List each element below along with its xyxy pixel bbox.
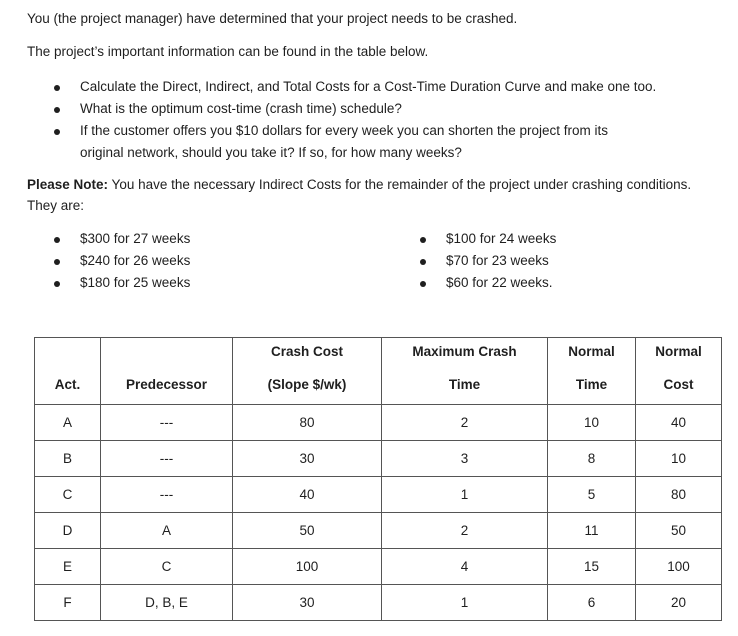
cell-max-crash-time: 4 bbox=[382, 549, 548, 585]
cell-act: C bbox=[35, 477, 101, 513]
cell-act: E bbox=[35, 549, 101, 585]
cell-crash-cost: 50 bbox=[233, 513, 382, 549]
cell-predecessor: C bbox=[101, 549, 233, 585]
cell-crash-cost: 30 bbox=[233, 585, 382, 621]
cell-normal-time: 11 bbox=[548, 513, 636, 549]
header-predecessor bbox=[101, 338, 233, 405]
cell-normal-time: 10 bbox=[548, 405, 636, 441]
cell-crash-cost: 80 bbox=[233, 405, 382, 441]
header-line1: Normal bbox=[655, 344, 702, 359]
header-line2: (Slope $/wk) bbox=[267, 377, 347, 392]
header-crash-cost bbox=[233, 338, 382, 405]
header-line1: Maximum Crash bbox=[412, 344, 517, 359]
activity-table bbox=[34, 337, 722, 621]
indirect-cost-item: $100 for 24 weeks bbox=[420, 228, 556, 250]
task-text: Calculate the Direct, Indirect, and Total Costs for a Cost-Time Duration Curve and make one too. bbox=[80, 79, 657, 94]
cell-normal-cost: 20 bbox=[636, 585, 722, 621]
task-item bbox=[54, 98, 656, 120]
header-line2: Predecessor bbox=[125, 377, 208, 392]
table-row bbox=[35, 441, 722, 477]
indirect-cost-item: $240 for 26 weeks bbox=[54, 250, 190, 272]
header-line2: Cost bbox=[663, 377, 694, 392]
table-row bbox=[35, 477, 722, 513]
header-max-crash-time bbox=[382, 338, 548, 405]
cell-act: D bbox=[35, 513, 101, 549]
cell-predecessor: --- bbox=[101, 405, 233, 441]
cell-max-crash-time: 1 bbox=[382, 585, 548, 621]
header-line2: Act. bbox=[54, 377, 81, 392]
indirect-cost-list-left bbox=[54, 228, 190, 294]
header-line2: Time bbox=[448, 377, 481, 392]
please-note bbox=[27, 174, 717, 216]
note-label: Please Note bbox=[27, 177, 104, 192]
intro-line-2: The project’s important information can be found in the table below. bbox=[27, 44, 429, 59]
cell-normal-cost: 50 bbox=[636, 513, 722, 549]
indirect-cost-item: $70 for 23 weeks bbox=[420, 250, 556, 272]
task-item bbox=[54, 76, 656, 98]
cell-max-crash-time: 3 bbox=[382, 441, 548, 477]
cell-normal-cost: 80 bbox=[636, 477, 722, 513]
cell-predecessor: D, B, E bbox=[101, 585, 233, 621]
header-act bbox=[35, 338, 101, 405]
cell-max-crash-time: 1 bbox=[382, 477, 548, 513]
task-item bbox=[54, 120, 656, 164]
note-text: You have the necessary Indirect Costs for the remainder of the project under crashing conditions. They are: bbox=[27, 177, 692, 213]
table-row bbox=[35, 549, 722, 585]
header-line2: Time bbox=[575, 377, 608, 392]
cell-max-crash-time: 2 bbox=[382, 513, 548, 549]
header-line1: Normal bbox=[568, 344, 615, 359]
table-row bbox=[35, 405, 722, 441]
cell-max-crash-time: 2 bbox=[382, 405, 548, 441]
cell-predecessor: --- bbox=[101, 477, 233, 513]
cell-normal-cost: 40 bbox=[636, 405, 722, 441]
cell-crash-cost: 30 bbox=[233, 441, 382, 477]
header-normal-time bbox=[548, 338, 636, 405]
cell-crash-cost: 40 bbox=[233, 477, 382, 513]
cell-normal-cost: 10 bbox=[636, 441, 722, 477]
table-row bbox=[35, 513, 722, 549]
cell-crash-cost: 100 bbox=[233, 549, 382, 585]
cell-predecessor: --- bbox=[101, 441, 233, 477]
task-text: What is the optimum cost-time (crash time) schedule? bbox=[80, 101, 402, 116]
note-colon: : bbox=[103, 177, 109, 192]
cell-normal-time: 8 bbox=[548, 441, 636, 477]
indirect-cost-list-right bbox=[420, 228, 556, 294]
cell-normal-time: 6 bbox=[548, 585, 636, 621]
cell-act: B bbox=[35, 441, 101, 477]
indirect-cost-item: $180 for 25 weeks bbox=[54, 272, 190, 294]
cell-act: F bbox=[35, 585, 101, 621]
task-text: If the customer offers you $10 dollars for every week you can shorten the project from its bbox=[80, 123, 609, 138]
table-row bbox=[35, 585, 722, 621]
header-line1: Crash Cost bbox=[270, 344, 343, 359]
cell-predecessor: A bbox=[101, 513, 233, 549]
cell-act: A bbox=[35, 405, 101, 441]
task-list bbox=[54, 76, 656, 164]
indirect-cost-item: $60 for 22 weeks. bbox=[420, 272, 556, 294]
cell-normal-time: 5 bbox=[548, 477, 636, 513]
header-normal-cost bbox=[636, 338, 722, 405]
cell-normal-cost: 100 bbox=[636, 549, 722, 585]
cell-normal-time: 15 bbox=[548, 549, 636, 585]
intro-line-1: You (the project manager) have determined that your project needs to be crashed. bbox=[27, 11, 518, 26]
table-header-row bbox=[35, 338, 722, 405]
task-text-continued: original network, should you take it? If so, for how many weeks? bbox=[80, 145, 462, 160]
indirect-cost-item: $300 for 27 weeks bbox=[54, 228, 190, 250]
